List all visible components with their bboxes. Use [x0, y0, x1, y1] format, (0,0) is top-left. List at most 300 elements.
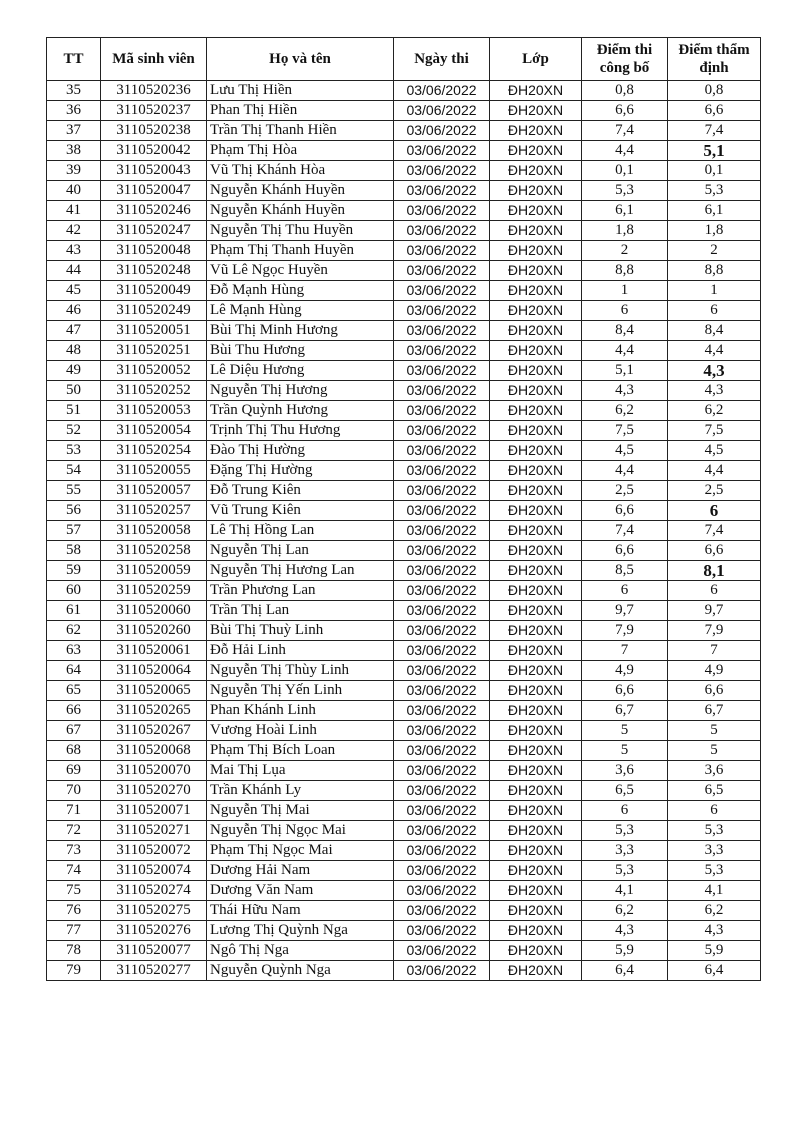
student-id-cell: 3110520276	[101, 921, 207, 941]
class-cell: ĐH20XN	[490, 741, 582, 761]
student-id-cell: 3110520246	[101, 201, 207, 221]
reviewed-score-cell: 4,9	[668, 661, 761, 681]
published-score-cell: 5,1	[582, 361, 668, 381]
published-score-cell: 2	[582, 241, 668, 261]
exam-date-cell: 03/06/2022	[394, 221, 490, 241]
student-name-cell: Phạm Thị Hòa	[207, 141, 394, 161]
class-cell: ĐH20XN	[490, 921, 582, 941]
table-row	[47, 961, 761, 981]
student-id-cell: 3110520248	[101, 261, 207, 281]
published-score-cell: 5,3	[582, 861, 668, 881]
student-id-cell: 3110520043	[101, 161, 207, 181]
reviewed-score-cell: 6,4	[668, 961, 761, 981]
table-row	[47, 601, 761, 621]
class-cell: ĐH20XN	[490, 361, 582, 381]
table-row	[47, 81, 761, 101]
reviewed-score-cell: 6,6	[668, 101, 761, 121]
student-name-cell: Nguyễn Thị Lan	[207, 541, 394, 561]
student-name-cell: Dương Văn Nam	[207, 881, 394, 901]
row-number: 49	[47, 361, 101, 381]
published-score-cell: 5,3	[582, 821, 668, 841]
student-name-cell: Dương Hải Nam	[207, 861, 394, 881]
reviewed-score-cell: 5,3	[668, 821, 761, 841]
exam-date-cell: 03/06/2022	[394, 721, 490, 741]
student-id-cell: 3110520267	[101, 721, 207, 741]
published-score-cell: 8,5	[582, 561, 668, 581]
student-id-cell: 3110520259	[101, 581, 207, 601]
exam-date-cell: 03/06/2022	[394, 141, 490, 161]
row-number: 65	[47, 681, 101, 701]
row-number: 67	[47, 721, 101, 741]
class-cell: ĐH20XN	[490, 721, 582, 741]
exam-date-cell: 03/06/2022	[394, 401, 490, 421]
class-cell: ĐH20XN	[490, 901, 582, 921]
reviewed-score-cell: 4,4	[668, 341, 761, 361]
student-name-cell: Nguyễn Thị Yến Linh	[207, 681, 394, 701]
class-cell: ĐH20XN	[490, 301, 582, 321]
class-cell: ĐH20XN	[490, 321, 582, 341]
student-id-cell: 3110520251	[101, 341, 207, 361]
class-cell: ĐH20XN	[490, 941, 582, 961]
class-cell: ĐH20XN	[490, 481, 582, 501]
published-score-cell: 7,4	[582, 121, 668, 141]
reviewed-score-cell: 4,3	[668, 921, 761, 941]
exam-date-cell: 03/06/2022	[394, 621, 490, 641]
student-id-cell: 3110520252	[101, 381, 207, 401]
reviewed-score-cell: 1	[668, 281, 761, 301]
student-name-cell: Bùi Thị Minh Hương	[207, 321, 394, 341]
student-name-cell: Vũ Thị Khánh Hòa	[207, 161, 394, 181]
row-number: 51	[47, 401, 101, 421]
table-row	[47, 681, 761, 701]
published-score-cell: 6	[582, 581, 668, 601]
row-number: 40	[47, 181, 101, 201]
row-number: 41	[47, 201, 101, 221]
exam-date-cell: 03/06/2022	[394, 541, 490, 561]
row-number: 37	[47, 121, 101, 141]
row-number: 63	[47, 641, 101, 661]
reviewed-score-cell: 7,9	[668, 621, 761, 641]
exam-date-cell: 03/06/2022	[394, 461, 490, 481]
student-name-cell: Phạm Thị Thanh Huyền	[207, 241, 394, 261]
student-name-cell: Trần Khánh Ly	[207, 781, 394, 801]
student-id-cell: 3110520274	[101, 881, 207, 901]
table-row	[47, 341, 761, 361]
student-id-cell: 3110520059	[101, 561, 207, 581]
reviewed-score-cell: 6,1	[668, 201, 761, 221]
exam-date-cell: 03/06/2022	[394, 481, 490, 501]
student-name-cell: Vương Hoài Linh	[207, 721, 394, 741]
student-id-cell: 3110520236	[101, 81, 207, 101]
published-score-cell: 5	[582, 741, 668, 761]
student-id-cell: 3110520042	[101, 141, 207, 161]
published-score-cell: 1	[582, 281, 668, 301]
reviewed-score-cell: 6	[668, 581, 761, 601]
table-row	[47, 801, 761, 821]
exam-date-cell: 03/06/2022	[394, 741, 490, 761]
table-row	[47, 761, 761, 781]
published-score-cell: 4,3	[582, 921, 668, 941]
exam-date-cell: 03/06/2022	[394, 781, 490, 801]
student-name-cell: Phạm Thị Bích Loan	[207, 741, 394, 761]
row-number: 79	[47, 961, 101, 981]
published-score-cell: 8,8	[582, 261, 668, 281]
published-score-cell: 5	[582, 721, 668, 741]
row-number: 58	[47, 541, 101, 561]
class-cell: ĐH20XN	[490, 261, 582, 281]
exam-date-cell: 03/06/2022	[394, 521, 490, 541]
student-name-cell: Nguyễn Thị Ngọc Mai	[207, 821, 394, 841]
published-score-cell: 4,4	[582, 141, 668, 161]
class-cell: ĐH20XN	[490, 761, 582, 781]
student-name-cell: Nguyễn Thị Hương Lan	[207, 561, 394, 581]
published-score-cell: 9,7	[582, 601, 668, 621]
class-cell: ĐH20XN	[490, 661, 582, 681]
published-score-cell: 4,4	[582, 341, 668, 361]
published-score-cell: 0,1	[582, 161, 668, 181]
reviewed-score-cell: 7,5	[668, 421, 761, 441]
published-score-cell: 4,9	[582, 661, 668, 681]
exam-date-cell: 03/06/2022	[394, 701, 490, 721]
student-name-cell: Nguyễn Thị Mai	[207, 801, 394, 821]
reviewed-score-cell: 6,7	[668, 701, 761, 721]
header-class: Lớp	[490, 38, 582, 81]
table-row	[47, 521, 761, 541]
class-cell: ĐH20XN	[490, 241, 582, 261]
exam-date-cell: 03/06/2022	[394, 241, 490, 261]
header-full-name: Họ và tên	[207, 38, 394, 81]
student-name-cell: Đào Thị Hường	[207, 441, 394, 461]
table-row	[47, 661, 761, 681]
reviewed-score-cell: 6,5	[668, 781, 761, 801]
exam-date-cell: 03/06/2022	[394, 121, 490, 141]
reviewed-score-cell: 5,3	[668, 181, 761, 201]
reviewed-score-cell: 4,4	[668, 461, 761, 481]
student-name-cell: Bùi Thu Hương	[207, 341, 394, 361]
class-cell: ĐH20XN	[490, 181, 582, 201]
reviewed-score-cell: 4,5	[668, 441, 761, 461]
reviewed-score-cell: 7,4	[668, 121, 761, 141]
exam-date-cell: 03/06/2022	[394, 341, 490, 361]
class-cell: ĐH20XN	[490, 401, 582, 421]
student-name-cell: Nguyễn Thị Thùy Linh	[207, 661, 394, 681]
table-row	[47, 121, 761, 141]
student-id-cell: 3110520055	[101, 461, 207, 481]
exam-date-cell: 03/06/2022	[394, 561, 490, 581]
table-row	[47, 301, 761, 321]
class-cell: ĐH20XN	[490, 801, 582, 821]
class-cell: ĐH20XN	[490, 121, 582, 141]
reviewed-score-cell: 6	[668, 801, 761, 821]
table-row	[47, 201, 761, 221]
reviewed-score-cell: 1,8	[668, 221, 761, 241]
table-row	[47, 901, 761, 921]
student-id-cell: 3110520061	[101, 641, 207, 661]
class-cell: ĐH20XN	[490, 281, 582, 301]
reviewed-score-cell: 5,9	[668, 941, 761, 961]
reviewed-score-cell: 6,6	[668, 681, 761, 701]
table-row	[47, 921, 761, 941]
class-cell: ĐH20XN	[490, 101, 582, 121]
exam-date-cell: 03/06/2022	[394, 301, 490, 321]
table-row	[47, 381, 761, 401]
table-row	[47, 621, 761, 641]
class-cell: ĐH20XN	[490, 601, 582, 621]
student-id-cell: 3110520054	[101, 421, 207, 441]
table-row	[47, 181, 761, 201]
row-number: 45	[47, 281, 101, 301]
table-row	[47, 481, 761, 501]
class-cell: ĐH20XN	[490, 501, 582, 521]
row-number: 44	[47, 261, 101, 281]
class-cell: ĐH20XN	[490, 381, 582, 401]
table-row	[47, 101, 761, 121]
table-row	[47, 321, 761, 341]
class-cell: ĐH20XN	[490, 161, 582, 181]
published-score-cell: 6,1	[582, 201, 668, 221]
student-id-cell: 3110520052	[101, 361, 207, 381]
student-id-cell: 3110520047	[101, 181, 207, 201]
row-number: 57	[47, 521, 101, 541]
published-score-cell: 4,1	[582, 881, 668, 901]
student-id-cell: 3110520238	[101, 121, 207, 141]
class-cell: ĐH20XN	[490, 961, 582, 981]
student-name-cell: Trần Phương Lan	[207, 581, 394, 601]
student-name-cell: Trần Thị Thanh Hiền	[207, 121, 394, 141]
class-cell: ĐH20XN	[490, 541, 582, 561]
table-row	[47, 941, 761, 961]
exam-date-cell: 03/06/2022	[394, 821, 490, 841]
class-cell: ĐH20XN	[490, 221, 582, 241]
table-row	[47, 701, 761, 721]
exam-date-cell: 03/06/2022	[394, 881, 490, 901]
reviewed-score-cell: 2,5	[668, 481, 761, 501]
exam-date-cell: 03/06/2022	[394, 421, 490, 441]
row-number: 50	[47, 381, 101, 401]
row-number: 66	[47, 701, 101, 721]
published-score-cell: 7,9	[582, 621, 668, 641]
exam-date-cell: 03/06/2022	[394, 441, 490, 461]
reviewed-score-cell: 5	[668, 721, 761, 741]
row-number: 55	[47, 481, 101, 501]
row-number: 72	[47, 821, 101, 841]
student-name-cell: Lê Diệu Hương	[207, 361, 394, 381]
published-score-cell: 6,2	[582, 901, 668, 921]
class-cell: ĐH20XN	[490, 341, 582, 361]
exam-date-cell: 03/06/2022	[394, 181, 490, 201]
exam-date-cell: 03/06/2022	[394, 681, 490, 701]
exam-date-cell: 03/06/2022	[394, 941, 490, 961]
published-score-cell: 4,3	[582, 381, 668, 401]
exam-date-cell: 03/06/2022	[394, 861, 490, 881]
row-number: 60	[47, 581, 101, 601]
table-row	[47, 721, 761, 741]
class-cell: ĐH20XN	[490, 141, 582, 161]
student-name-cell: Nguyễn Khánh Huyền	[207, 181, 394, 201]
class-cell: ĐH20XN	[490, 461, 582, 481]
student-id-cell: 3110520270	[101, 781, 207, 801]
row-number: 73	[47, 841, 101, 861]
student-name-cell: Phan Thị Hiền	[207, 101, 394, 121]
reviewed-score-cell: 0,1	[668, 161, 761, 181]
exam-date-cell: 03/06/2022	[394, 801, 490, 821]
table-row	[47, 281, 761, 301]
reviewed-score-cell: 6	[668, 301, 761, 321]
student-id-cell: 3110520077	[101, 941, 207, 961]
student-name-cell: Đỗ Trung Kiên	[207, 481, 394, 501]
student-name-cell: Đỗ Mạnh Hùng	[207, 281, 394, 301]
exam-date-cell: 03/06/2022	[394, 81, 490, 101]
published-score-cell: 7,4	[582, 521, 668, 541]
row-number: 70	[47, 781, 101, 801]
row-number: 54	[47, 461, 101, 481]
published-score-cell: 2,5	[582, 481, 668, 501]
header-reviewed-score: Điểm thẩm định	[668, 38, 761, 81]
header-student-id: Mã sinh viên	[101, 38, 207, 81]
student-id-cell: 3110520068	[101, 741, 207, 761]
header-exam-date: Ngày thi	[394, 38, 490, 81]
grades-table	[46, 37, 761, 981]
student-id-cell: 3110520247	[101, 221, 207, 241]
table-row	[47, 421, 761, 441]
reviewed-score-cell: 5	[668, 741, 761, 761]
student-id-cell: 3110520072	[101, 841, 207, 861]
exam-date-cell: 03/06/2022	[394, 501, 490, 521]
class-cell: ĐH20XN	[490, 581, 582, 601]
table-row	[47, 221, 761, 241]
student-name-cell: Thái Hữu Nam	[207, 901, 394, 921]
row-number: 35	[47, 81, 101, 101]
student-name-cell: Lê Thị Hồng Lan	[207, 521, 394, 541]
student-id-cell: 3110520060	[101, 601, 207, 621]
student-id-cell: 3110520071	[101, 801, 207, 821]
class-cell: ĐH20XN	[490, 821, 582, 841]
student-name-cell: Đặng Thị Hường	[207, 461, 394, 481]
student-id-cell: 3110520271	[101, 821, 207, 841]
student-name-cell: Nguyễn Quỳnh Nga	[207, 961, 394, 981]
exam-date-cell: 03/06/2022	[394, 321, 490, 341]
class-cell: ĐH20XN	[490, 621, 582, 641]
published-score-cell: 7,5	[582, 421, 668, 441]
class-cell: ĐH20XN	[490, 861, 582, 881]
row-number: 76	[47, 901, 101, 921]
student-id-cell: 3110520277	[101, 961, 207, 981]
student-name-cell: Bùi Thị Thuỳ Linh	[207, 621, 394, 641]
row-number: 61	[47, 601, 101, 621]
published-score-cell: 6,4	[582, 961, 668, 981]
row-number: 75	[47, 881, 101, 901]
published-score-cell: 3,3	[582, 841, 668, 861]
published-score-cell: 6,6	[582, 501, 668, 521]
table-header-row	[47, 38, 761, 81]
student-id-cell: 3110520254	[101, 441, 207, 461]
student-name-cell: Mai Thị Lụa	[207, 761, 394, 781]
student-id-cell: 3110520057	[101, 481, 207, 501]
reviewed-score-cell: 3,3	[668, 841, 761, 861]
student-name-cell: Phạm Thị Ngọc Mai	[207, 841, 394, 861]
student-id-cell: 3110520065	[101, 681, 207, 701]
row-number: 39	[47, 161, 101, 181]
row-number: 77	[47, 921, 101, 941]
reviewed-score-cell: 6,2	[668, 401, 761, 421]
published-score-cell: 6,5	[582, 781, 668, 801]
table-row	[47, 141, 761, 161]
row-number: 56	[47, 501, 101, 521]
exam-date-cell: 03/06/2022	[394, 601, 490, 621]
table-row	[47, 241, 761, 261]
student-name-cell: Lê Mạnh Hùng	[207, 301, 394, 321]
reviewed-score-cell: 7,4	[668, 521, 761, 541]
reviewed-score-cell: 4,3	[668, 361, 761, 381]
student-name-cell: Nguyễn Thị Hương	[207, 381, 394, 401]
reviewed-score-cell: 6,2	[668, 901, 761, 921]
exam-date-cell: 03/06/2022	[394, 661, 490, 681]
student-id-cell: 3110520237	[101, 101, 207, 121]
row-number: 78	[47, 941, 101, 961]
published-score-cell: 6,7	[582, 701, 668, 721]
row-number: 74	[47, 861, 101, 881]
student-name-cell: Trần Thị Lan	[207, 601, 394, 621]
row-number: 43	[47, 241, 101, 261]
student-name-cell: Lưu Thị Hiền	[207, 81, 394, 101]
reviewed-score-cell: 7	[668, 641, 761, 661]
header-tt: TT	[47, 38, 101, 81]
reviewed-score-cell: 6,6	[668, 541, 761, 561]
table-row	[47, 361, 761, 381]
reviewed-score-cell: 6	[668, 501, 761, 521]
class-cell: ĐH20XN	[490, 701, 582, 721]
table-row	[47, 261, 761, 281]
student-name-cell: Nguyễn Khánh Huyền	[207, 201, 394, 221]
student-name-cell: Vũ Lê Ngọc Huyền	[207, 261, 394, 281]
reviewed-score-cell: 4,3	[668, 381, 761, 401]
row-number: 71	[47, 801, 101, 821]
student-id-cell: 3110520265	[101, 701, 207, 721]
table-row	[47, 881, 761, 901]
student-id-cell: 3110520058	[101, 521, 207, 541]
reviewed-score-cell: 0,8	[668, 81, 761, 101]
student-name-cell: Vũ Trung Kiên	[207, 501, 394, 521]
table-row	[47, 501, 761, 521]
published-score-cell: 0,8	[582, 81, 668, 101]
reviewed-score-cell: 9,7	[668, 601, 761, 621]
student-name-cell: Trần Quỳnh Hương	[207, 401, 394, 421]
row-number: 38	[47, 141, 101, 161]
class-cell: ĐH20XN	[490, 81, 582, 101]
class-cell: ĐH20XN	[490, 521, 582, 541]
class-cell: ĐH20XN	[490, 681, 582, 701]
reviewed-score-cell: 8,8	[668, 261, 761, 281]
student-id-cell: 3110520070	[101, 761, 207, 781]
exam-date-cell: 03/06/2022	[394, 261, 490, 281]
row-number: 36	[47, 101, 101, 121]
student-id-cell: 3110520074	[101, 861, 207, 881]
table-row	[47, 161, 761, 181]
table-row	[47, 541, 761, 561]
published-score-cell: 5,3	[582, 181, 668, 201]
published-score-cell: 5,9	[582, 941, 668, 961]
exam-date-cell: 03/06/2022	[394, 161, 490, 181]
table-body	[47, 81, 761, 981]
header-published-score: Điểm thi công bố	[582, 38, 668, 81]
exam-date-cell: 03/06/2022	[394, 281, 490, 301]
exam-date-cell: 03/06/2022	[394, 961, 490, 981]
row-number: 64	[47, 661, 101, 681]
row-number: 47	[47, 321, 101, 341]
exam-date-cell: 03/06/2022	[394, 381, 490, 401]
table-row	[47, 461, 761, 481]
student-id-cell: 3110520048	[101, 241, 207, 261]
